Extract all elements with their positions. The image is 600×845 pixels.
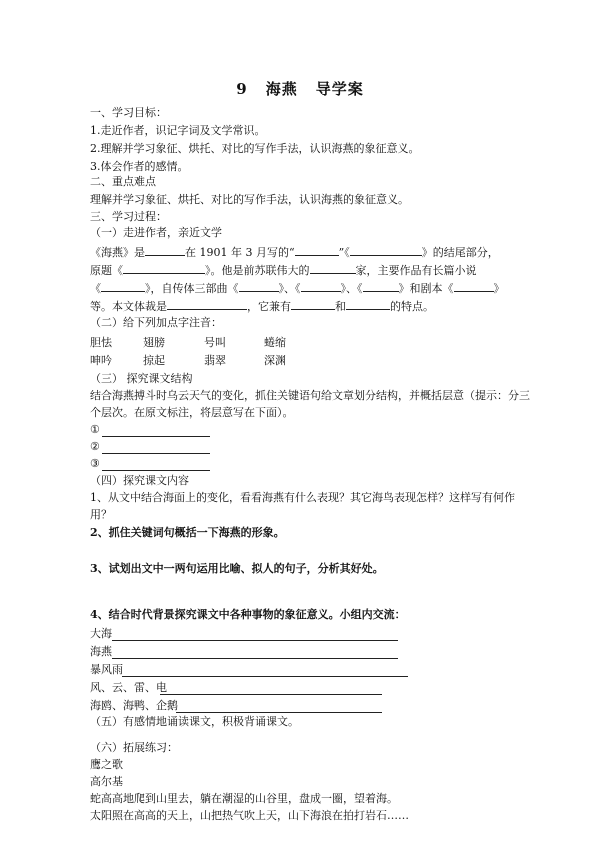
pinyin-word: 号叫 xyxy=(204,336,226,349)
symbol-item: 海鸥、海鸭、企鹅 xyxy=(90,699,178,712)
answer-blank[interactable] xyxy=(291,298,335,310)
answer-blank[interactable] xyxy=(145,244,185,256)
fill-text: 和 xyxy=(335,300,346,313)
answer-blank[interactable] xyxy=(239,280,279,292)
answer-blank[interactable] xyxy=(350,244,422,256)
poem-author: 高尔基 xyxy=(90,775,123,788)
part-1-heading: （一）走进作者，亲近文学 xyxy=(90,226,222,239)
pinyin-word: 翅膀 xyxy=(143,336,165,349)
answer-blank[interactable] xyxy=(295,244,339,256)
section-3-heading: 三、学习过程： xyxy=(90,210,167,223)
key-points-text: 理解并学习象征、烘托、对比的写作手法，认识海燕的象征意义。 xyxy=(90,193,409,206)
answer-blank[interactable] xyxy=(123,262,205,274)
page-title xyxy=(0,78,600,99)
fill-line-3 xyxy=(90,280,505,296)
fill-text: 》 xyxy=(493,282,505,295)
title-main: 海燕 xyxy=(265,80,298,98)
goal-3: 3.体会作者的感情。 xyxy=(90,160,189,173)
structure-mark-2: ② xyxy=(90,440,100,453)
answer-blank[interactable] xyxy=(454,280,494,292)
fill-text: ”《 xyxy=(338,246,350,259)
question-4: 4、结合时代背景探究课文中各种事物的象征意义。小组内交流： xyxy=(90,608,406,621)
part-3-heading: （三） 探究课文结构 xyxy=(90,372,193,385)
fill-text: 》的结尾部分， xyxy=(421,246,499,259)
pinyin-word: 呻吟 xyxy=(90,354,112,367)
section-2-heading: 二、重点难点 xyxy=(90,175,156,188)
fill-line-4 xyxy=(90,298,434,314)
goal-2: 2.理解并学习象征、烘托、对比的写作手法，认识海燕的象征意义。 xyxy=(90,142,420,155)
structure-mark-3: ③ xyxy=(90,457,100,470)
symbol-item: 大海 xyxy=(90,627,112,640)
fill-text: 《海燕》是 xyxy=(90,246,145,259)
answer-blank[interactable] xyxy=(301,280,341,292)
pinyin-word: 掠起 xyxy=(143,354,165,367)
fill-text: 的特点。 xyxy=(390,300,434,313)
question-1-line-1: 1、从文中结合海面上的变化，看看海燕有什么表现？其它海鸟表现怎样？这样写有何作 xyxy=(90,491,515,504)
goal-1: 1.走近作者，识记字词及文学常识。 xyxy=(90,124,266,137)
symbol-item: 风、云、雷、电 xyxy=(90,681,167,694)
answer-line[interactable] xyxy=(102,436,210,437)
title-sub: 导学案 xyxy=(315,80,364,98)
part-2-heading: （二）给下列加点字注音： xyxy=(90,316,222,329)
question-2: 2、抓住关键词句概括一下海燕的形象。 xyxy=(90,526,285,539)
answer-line[interactable] xyxy=(102,453,210,454)
title-number: 9 xyxy=(236,80,248,98)
fill-text: ，它兼有 xyxy=(247,300,291,313)
answer-line[interactable] xyxy=(122,676,408,677)
fill-text: 》和剧本《 xyxy=(398,282,454,295)
part-3-instruction-1: 结合海燕搏斗时乌云天气的变化，抓住关键语句给文章划分结构，并概括层意（提示：分三 xyxy=(90,389,530,402)
fill-text: 》，自传体三部曲《 xyxy=(145,282,239,295)
fill-text: 等。本文体裁是 xyxy=(90,300,167,313)
answer-line[interactable] xyxy=(102,470,210,471)
fill-text: 家，主要作品有长篇小说 xyxy=(355,264,477,277)
poem-line-2: 太阳照在高高的天上，山把热气吹上天，山下海浪在拍打岩石…… xyxy=(90,809,409,822)
fill-text: 在 1901 年 3 月写的“ xyxy=(185,246,295,259)
pinyin-word: 蜷缩 xyxy=(264,336,286,349)
fill-text: 》。他是前苏联伟大的 xyxy=(205,264,310,277)
fill-text: 原题《 xyxy=(90,264,123,277)
fill-text: 《 xyxy=(90,282,101,295)
answer-line[interactable] xyxy=(160,694,382,695)
fill-line-1 xyxy=(90,244,499,260)
answer-blank[interactable] xyxy=(346,298,390,310)
symbol-item: 海燕 xyxy=(90,645,112,658)
answer-blank[interactable] xyxy=(101,280,145,292)
pinyin-word: 深渊 xyxy=(264,354,286,367)
symbol-item: 暴风雨 xyxy=(90,663,123,676)
poem-line-1: 蛇高高地爬到山里去，躺在潮湿的山谷里，盘成一圈，望着海。 xyxy=(90,792,398,805)
poem-title: 鹰之歌 xyxy=(90,758,123,771)
fill-text: 》、《 xyxy=(340,282,363,295)
answer-line[interactable] xyxy=(112,640,398,641)
pinyin-word: 胆怯 xyxy=(90,336,112,349)
part-5-heading: （五）有感情地诵读课文，积极背诵课文。 xyxy=(90,715,299,728)
part-4-heading: （四）探究课文内容 xyxy=(90,474,189,487)
pinyin-word: 翡翠 xyxy=(204,354,226,367)
question-1-line-2: 用？ xyxy=(90,508,112,521)
part-6-heading: （六）拓展练习： xyxy=(90,741,178,754)
question-3: 3、试划出文中一两句运用比喻、拟人的句子，分析其好处。 xyxy=(90,562,384,575)
part-3-instruction-2: 个层次。在原文标注，将层意写在下面）。 xyxy=(90,406,294,419)
answer-line[interactable] xyxy=(112,658,398,659)
answer-blank[interactable] xyxy=(167,298,247,310)
answer-blank[interactable] xyxy=(363,280,399,292)
fill-line-2 xyxy=(90,262,477,278)
answer-blank[interactable] xyxy=(310,262,356,274)
answer-line[interactable] xyxy=(176,712,382,713)
section-1-heading: 一、学习目标： xyxy=(90,106,167,119)
structure-mark-1: ① xyxy=(90,423,100,436)
fill-text: 》、《 xyxy=(278,282,301,295)
